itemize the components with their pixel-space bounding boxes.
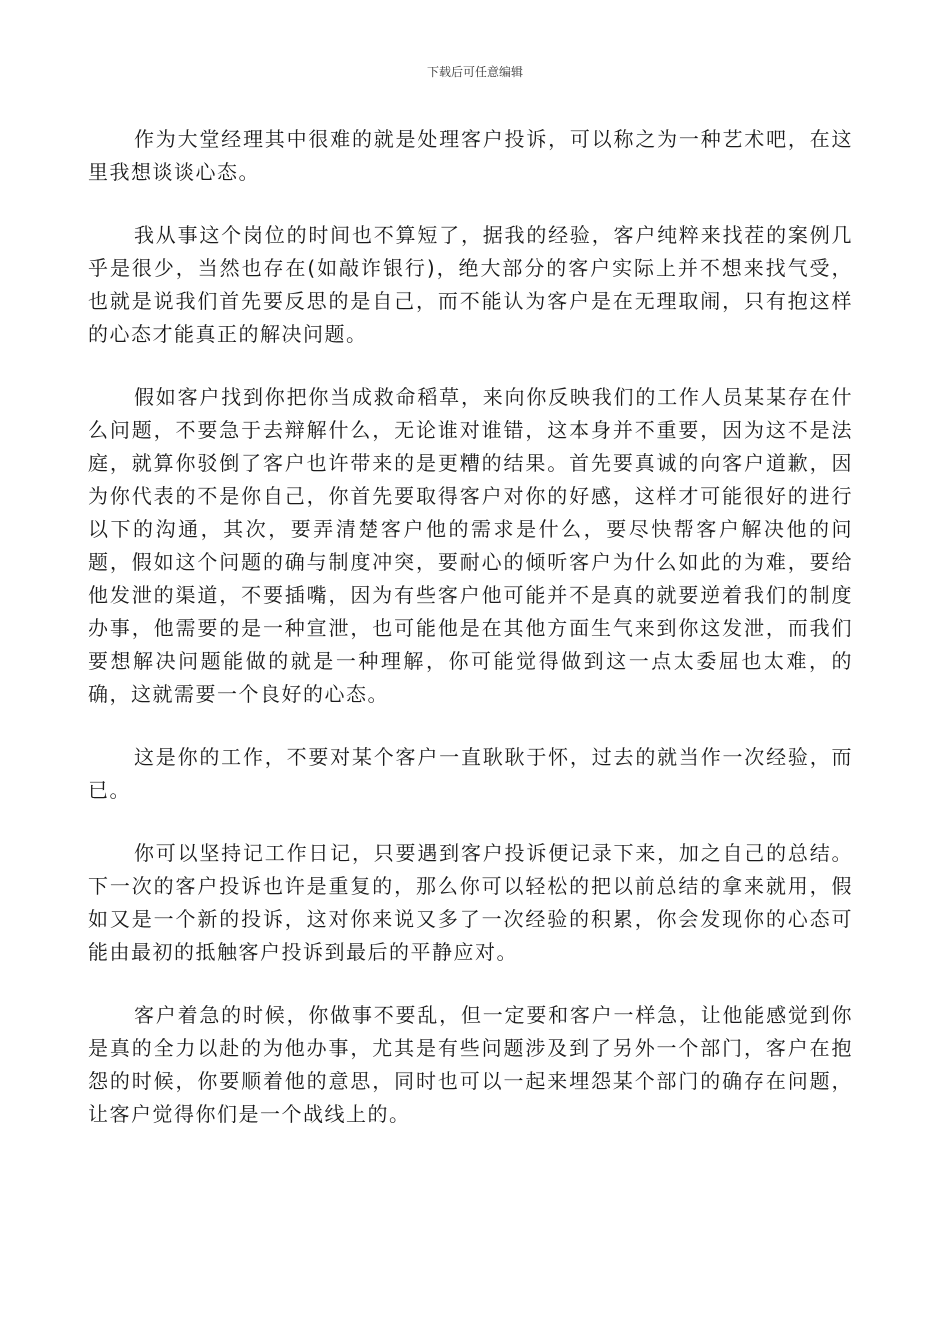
paragraph-4: 这是你的工作，不要对某个客户一直耿耿于怀，过去的就当作一次经验，而已。 [88, 745, 853, 802]
paragraph-6: 客户着急的时候，你做事不要乱，但一定要和客户一样急，让他能感觉到你是真的全力以赴的为他办事，尤其是有些问题涉及到了另外一个部门，客户在抱怨的时候，你要顺着他的意思，同时也可以一起来埋怨某个部门的确存在问题，让客户觉得你们是一个战线上的。 [88, 1003, 853, 1126]
paragraph-1: 作为大堂经理其中很难的就是处理客户投诉，可以称之为一种艺术吧，在这里我想谈谈心态。 [88, 127, 853, 184]
paragraph-2: 我从事这个岗位的时间也不算短了，据我的经验，客户纯粹来找茬的案例几乎是很少，当然也存在(如敲诈银行)，绝大部分的客户实际上并不想来找气受，也就是说我们首先要反思的是自己，而不能认为客户是在无理取闹，只有抱这样的心态才能真正的解决问题。 [88, 223, 853, 346]
paragraph-5: 你可以坚持记工作日记，只要遇到客户投诉便记录下来，加之自己的总结。下一次的客户投诉也许是重复的，那么你可以轻松的把以前总结的拿来就用，假如又是一个新的投诉，这对你来说又多了一次经验的积累，你会发现你的心态可能由最初的抵触客户投诉到最后的平静应对。 [88, 841, 853, 964]
page-header-note: 下载后可任意编辑 [426, 65, 523, 79]
document-body [88, 123, 853, 1161]
paragraph-3: 假如客户找到你把你当成救命稻草，来向你反映我们的工作人员某某存在什么问题，不要急于去辩解什么，无论谁对谁错，这本身并不重要，因为这不是法庭，就算你驳倒了客户也许带来的是更糟的结果。首先要真诚的向客户道歉，因为你代表的不是你自己，你首先要取得客户对你的好感，这样才可能很好的进行以下的沟通，其次，要弄清楚客户他的需求是什么，要尽快帮客户解决他的问题，假如这个问题的确与制度冲突，要耐心的倾听客户为什么如此的为难，要给他发泄的渠道，不要插嘴，因为有些客户他可能并不是真的就要逆着我们的制度办事，他需要的是一种宣泄，也可能他是在其他方面生气来到你这发泄，而我们要想解决问题能做的就是一种理解，你可能觉得做到这一点太委屈也太难，的确，这就需要一个良好的心态。 [88, 385, 853, 706]
